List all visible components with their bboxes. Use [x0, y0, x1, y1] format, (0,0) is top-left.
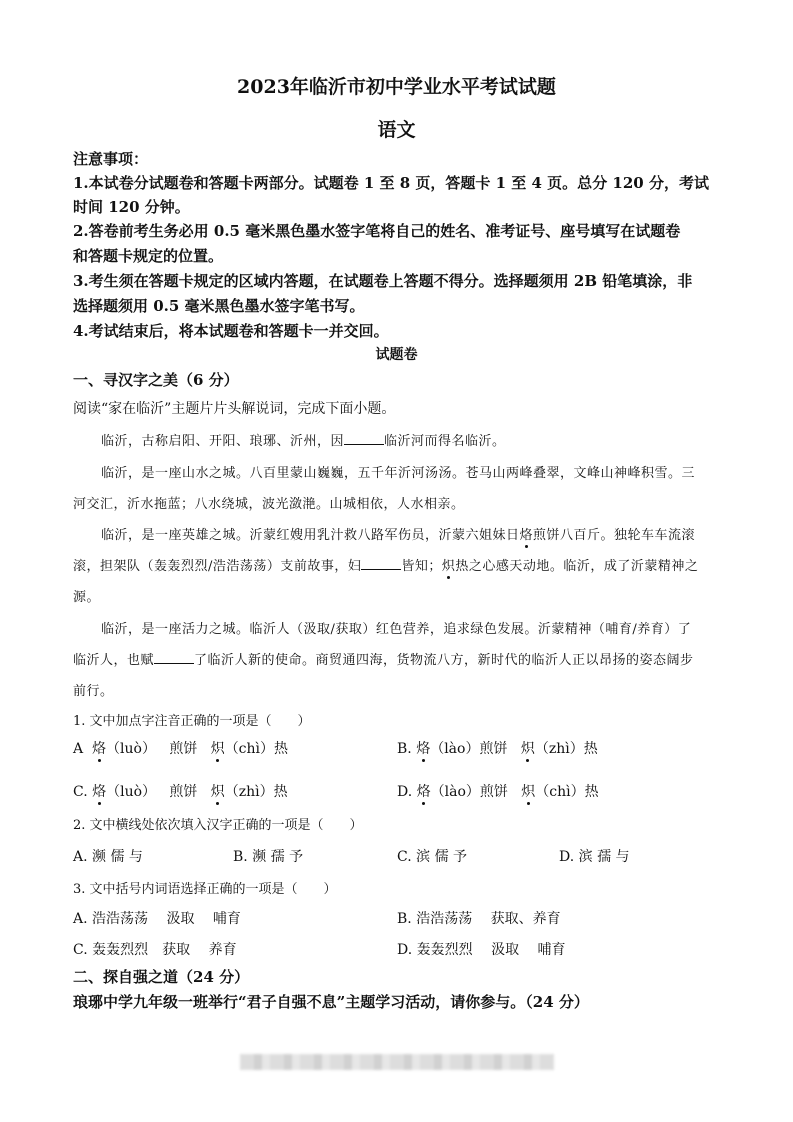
- notice-line: 3.考生须在答题卡规定的区域内答题，在试题卷上答题不得分。选择题须用 2B 铅笔填涂，非: [73, 272, 693, 290]
- passage-line: 滚，担架队（轰轰烈烈/浩浩荡荡）支前故事，妇 皆知；炽热之心感天动地。临沂，成了沂蒙精神之: [73, 555, 698, 574]
- notice-line: 4.考试结束后，将本试题卷和答题卡一并交回。: [73, 322, 389, 340]
- notice-line: 1.本试卷分试题卷和答题卡两部分。试题卷 1 至 8 页，答题卡 1 至 4 页。总分 120 分，考试: [73, 174, 709, 192]
- question-stem: 1. 文中加点字注音正确的一项是（ ）: [73, 714, 311, 729]
- option-d: D. 轰轰烈烈 汲取 哺育: [397, 942, 566, 958]
- passage-line: 临沂人，也赋 了临沂人新的使命。商贸通四海，货物流八方，新时代的临沂人正以昂扬的姿态阔步: [73, 649, 694, 668]
- option-b: B. 浩浩荡荡 获取、养育: [397, 911, 561, 927]
- question-stem: 3. 文中括号内词语选择正确的一项是（ ）: [73, 882, 337, 897]
- paper-label: 试题卷: [375, 347, 418, 363]
- section-intro: 阅读“家在临沂”主题片片头解说词，完成下面小题。: [73, 401, 396, 417]
- passage-line: 临沂，是一座活力之城。临沂人（汲取/获取）红色营养，追求绿色发展。沂蒙精神（哺育/养育）了: [101, 622, 692, 637]
- passage-line: 源。: [73, 590, 101, 605]
- passage-line: 河交汇，沂水拖蓝；八水绕城，波光潋滟。山城相依，人水相亲。: [73, 497, 465, 512]
- notice-line: 选择题须用 0.5 毫米黑色墨水签字笔书写。: [73, 297, 365, 315]
- option-b: B. 濒 孺 予: [233, 849, 304, 865]
- blurred-watermark: [240, 1054, 554, 1070]
- notice-line: 时间 120 分钟。: [73, 198, 190, 216]
- passage-line: 临沂，是一座英雄之城。沂蒙红嫂用乳汁救八路军伤员，沂蒙六姐妹日烙煎饼八百斤。独轮车车流滚: [101, 528, 696, 543]
- passage-line: 临沂，是一座山水之城。八百里蒙山巍巍，五千年沂河汤汤。苍马山两峰叠翠，文峰山神峰积雪。三: [101, 466, 696, 481]
- passage-line: 临沂，古称启阳、开阳、琅琊、沂州，因 临沂河而得名临沂。: [101, 430, 506, 449]
- option-c: C. 滨 儒 予: [397, 849, 468, 865]
- subject-title: 语文: [377, 119, 416, 141]
- option-d: D. 烙（lào）煎饼 炽（chì）热: [397, 784, 599, 800]
- fill-blank: [361, 555, 401, 570]
- exam-title: 2023年临沂市初中学业水平考试试题: [237, 76, 556, 98]
- option-d: D. 滨 孺 与: [559, 849, 630, 865]
- notice-line: 和答题卡规定的位置。: [73, 247, 224, 265]
- section-heading: 二、探自强之道（24 分）: [73, 968, 250, 986]
- option-a: A. 濒 儒 与: [73, 849, 143, 865]
- section-intro: 琅琊中学九年级一班举行“君子自强不息”主题学习活动，请你参与。（24 分）: [73, 993, 589, 1011]
- option-b: B. 烙（lào）煎饼 炽（zhì）热: [397, 741, 598, 757]
- option-a: A. 浩浩荡荡 汲取 哺育: [73, 911, 241, 927]
- passage-line: 前行。: [73, 684, 114, 699]
- option-c: C. 烙（luò） 煎饼 炽（zhì）热: [73, 784, 288, 800]
- fill-blank: [344, 430, 384, 445]
- notice-line: 2.答卷前考生务必用 0.5 毫米黑色墨水签字笔将自己的姓名、准考证号、座号填写在试题卷: [73, 222, 681, 240]
- fill-blank: [154, 649, 194, 664]
- section-heading: 一、寻汉字之美（6 分）: [73, 371, 239, 389]
- option-a: A 烙（luò） 煎饼 炽（chì）热: [73, 741, 289, 757]
- question-stem: 2. 文中横线处依次填入汉字正确的一项是（ ）: [73, 818, 363, 833]
- notice-heading: 注意事项：: [73, 150, 149, 168]
- option-c: C. 轰轰烈烈 获取 养育: [73, 942, 237, 958]
